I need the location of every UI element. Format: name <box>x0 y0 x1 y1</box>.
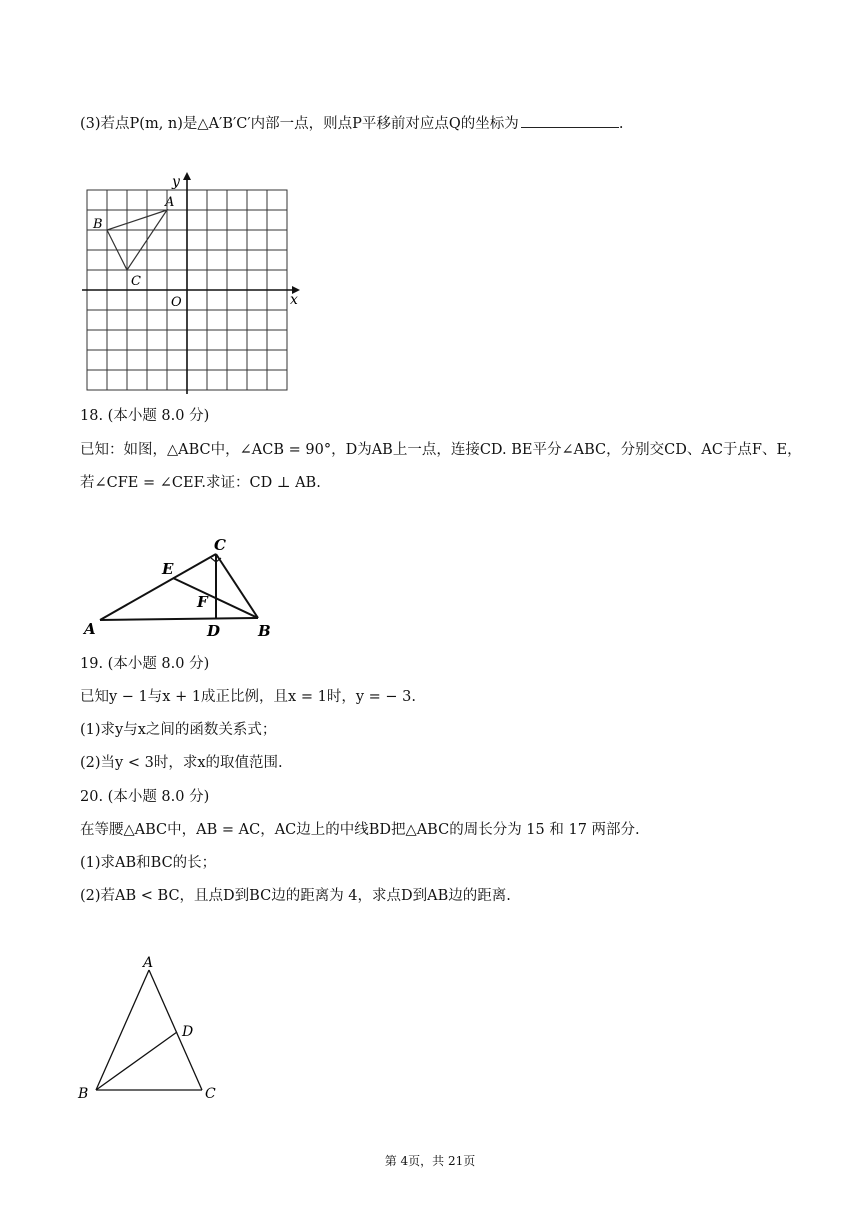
q17-part3-sentence: (3)若点P(m, n)是△A′B′C′内部一点，则点P平移前对应点Q的坐标为 <box>80 116 519 132</box>
label-x: x <box>290 292 298 308</box>
q18-line2: 若∠CFE = ∠CEF.求证：CD ⊥ AB. <box>80 475 321 491</box>
q20-line2: (1)求AB和BC的长； <box>80 855 217 871</box>
q17-part3-text <box>80 113 623 134</box>
q20-line3: (2)若AB < BC，且点D到BC边的距离为 4，求点D到AB边的距离. <box>80 888 511 904</box>
label-b: B <box>78 1086 89 1102</box>
triangle-abc <box>107 210 167 270</box>
q19-header: 19. (本小题 8.0 分) <box>80 656 210 672</box>
q19-line1: 已知y − 1与x + 1成正比例，且x = 1时，y = − 3. <box>80 689 416 705</box>
label-o: O <box>171 295 182 310</box>
triangle-figure-18 <box>80 532 280 644</box>
q18-header: 18. (本小题 8.0 分) <box>80 408 210 424</box>
q17-part3-end: . <box>618 116 624 132</box>
answer-blank[interactable] <box>521 113 619 128</box>
label-c: C <box>205 1086 216 1102</box>
q19-line2: (1)求y与x之间的函数关系式； <box>80 722 277 738</box>
coordinate-grid-figure <box>80 170 310 395</box>
triangle-figure-20 <box>74 950 234 1106</box>
label-d: D <box>182 1024 194 1040</box>
q20-line1: 在等腰△ABC中，AB = AC，AC边上的中线BD把△ABC的周长分为 15 和 17 两部分. <box>80 822 640 838</box>
label-d: D <box>207 622 221 640</box>
label-c: C <box>214 536 226 554</box>
q20-header: 20. (本小题 8.0 分) <box>80 789 210 805</box>
y-axis-arrow <box>183 172 191 180</box>
q19-line3: (2)当y < 3时，求x的取值范围. <box>80 755 283 771</box>
label-a: A <box>143 955 154 971</box>
label-b: B <box>93 217 103 232</box>
label-a: A <box>165 195 175 210</box>
label-b: B <box>258 622 271 640</box>
label-y: y <box>172 174 180 190</box>
label-f: F <box>197 593 208 611</box>
label-e: E <box>162 560 174 578</box>
label-c: C <box>131 274 141 289</box>
q18-line1: 已知：如图，△ABC中，∠ACB = 90°，D为AB上一点，连接CD. BE平分∠ABC，分别交CD、AC于点F、E， <box>80 442 802 458</box>
page-footer: 第 4页，共 21页 <box>384 1154 476 1168</box>
label-a: A <box>84 620 96 638</box>
